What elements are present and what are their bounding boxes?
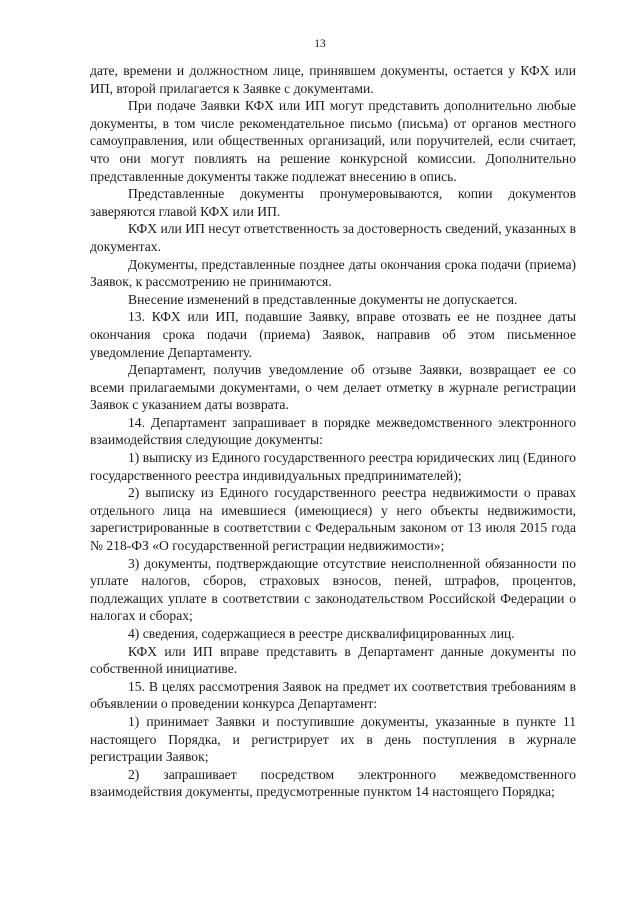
paragraph: КФХ или ИП несут ответственность за достоверность сведений, указанных в документах. [90, 221, 576, 254]
paragraph: 15. В целях рассмотрения Заявок на предмет их соответствия требованиям в объявлении о проведении конкурса Департамент: [90, 678, 576, 712]
document-body [90, 62, 576, 801]
paragraph: 3) документы, подтверждающие отсутствие неисполненной обязанности по уплате налогов, сборов, страховых взносов, пеней, штрафов, процентов, подлежащих уплате в соответствии с законодательством Российской Федерации о налогах и сборах; [90, 555, 576, 624]
paragraph: 13. КФХ или ИП, подавшие Заявку, вправе отозвать ее не позднее даты окончания срока подачи (приема) Заявок, направив об этом письменное уведомление Департаменту. [90, 309, 576, 360]
paragraph: Внесение изменений в представленные документы не допускается. [128, 291, 518, 307]
paragraph: Документы, представленные позднее даты окончания срока подачи (приема) Заявок, к рассмотрению не принимаются. [90, 256, 576, 290]
paragraph: 1) выписку из Единого государственного реестра юридических лиц (Единого государственного реестра индивидуальных предпринимателей); [90, 450, 576, 483]
page-number: 13 [314, 38, 326, 50]
paragraph: 2) запрашивает посредством электронного межведомственного взаимодействия документы, предусмотренные пунктом 14 настоящего Порядка; [90, 766, 576, 800]
paragraph: 4) сведения, содержащиеся в реестре дисквалифицированных лиц. [128, 626, 515, 641]
paragraph: Представленные документы пронумеровываются, копии документов заверяются главой КФХ или ИП. [90, 186, 576, 219]
paragraph: КФХ или ИП вправе представить в Департамент данные документы по собственной инициативе. [90, 643, 576, 677]
paragraph: 1) принимает Заявки и поступившие документы, указанные в пункте 11 настоящего Порядка, и регистрирует их в день поступления в журнале регистрации Заявок; [90, 713, 576, 765]
paragraph: дате, времени и должностном лице, принявшем документы, остается у КФХ или ИП, второй прилагается к Заявке с документами. [90, 63, 576, 96]
paragraph: Департамент, получив уведомление об отзыве Заявки, возвращает ее со всеми прилагаемыми документами, о чем делает отметку в журнале регистрации Заявок с указанием даты возврата. [90, 362, 576, 413]
paragraph: При подаче Заявки КФХ или ИП могут представить дополнительно любые документы, в том числе рекомендательное письмо (письма) от органов местного самоуправления, или общественных организаций, или поручителей, если считает, что они могут повлиять на решение конкурсной комиссии. Дополнительно представленные документы также подлежат внесению в опись. [90, 98, 576, 184]
paragraph: 2) выписку из Единого государственного реестра недвижимости о правах отдельного лица на имевшиеся (имеющиеся) у него объекты недвижимости, зарегистрированные в соответствии с Федеральным законом от 13 июля 2015 года № 218-ФЗ «О государственной регистрации недвижимости»; [90, 485, 576, 554]
paragraph: 14. Департамент запрашивает в порядке межведомственного электронного взаимодействия следующие документы: [90, 414, 576, 448]
